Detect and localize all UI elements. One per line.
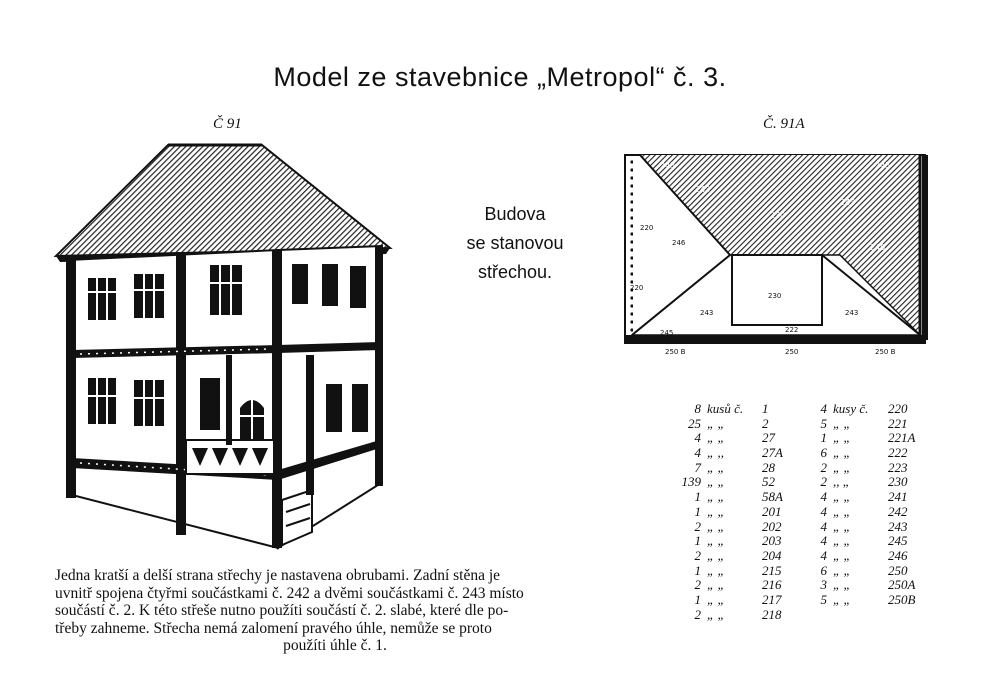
part-unit: „ „	[707, 606, 725, 622]
part-quantity: 2	[694, 606, 701, 622]
part-quantity: 6	[820, 562, 827, 578]
part-number: 250B	[888, 591, 916, 607]
roof-part-label: 220	[630, 284, 644, 292]
part-unit: kusy č.	[833, 401, 869, 416]
part-unit: „ „	[707, 533, 725, 549]
part-unit: „ „	[833, 445, 851, 461]
roof-part-label: 250 B	[665, 348, 686, 356]
roof-part-label: 245	[660, 329, 674, 337]
page-title: Model ze stavebnice „Metropol“ č. 3.	[273, 62, 727, 92]
part-number: 201	[762, 503, 782, 519]
parts-list-row	[676, 505, 812, 520]
caption-line: střechou.	[477, 262, 553, 282]
figure-label-left: Č 91	[213, 116, 242, 132]
parts-list-row	[676, 593, 812, 608]
part-unit: „ „	[833, 518, 851, 534]
house-illustration	[50, 140, 400, 550]
part-unit: „ „	[707, 577, 725, 593]
part-unit: ,, „	[833, 474, 850, 490]
part-unit: „ „	[833, 562, 851, 578]
parts-list-row	[805, 475, 938, 490]
note-line: třeby zahneme. Střecha nemá zalomení pravého úhle, nemůže se proto	[55, 619, 492, 637]
part-number: 216	[762, 577, 782, 593]
part-quantity: 1	[820, 430, 827, 446]
parts-list-row	[805, 417, 938, 432]
parts-list-row	[676, 578, 812, 593]
roof-part-label: 230	[770, 211, 786, 220]
note-line: Jedna kratší a delší strana střechy je nastavena obrubami. Zadní stěna je	[55, 567, 501, 584]
part-unit: „ „	[833, 430, 851, 446]
note-line: použíti úhle č. 1.	[283, 637, 387, 654]
part-quantity: 4	[820, 489, 827, 505]
parts-list-row	[676, 534, 812, 549]
part-number: 241	[888, 489, 908, 505]
part-quantity: 2	[694, 547, 701, 563]
parts-list-row	[805, 520, 938, 535]
part-quantity: 6	[820, 445, 827, 461]
parts-list-right	[805, 402, 938, 608]
part-quantity: 1	[694, 489, 701, 505]
parts-list-row	[805, 549, 938, 564]
parts-list-row	[676, 431, 812, 446]
part-quantity: 1	[694, 503, 701, 519]
part-number: 215	[762, 562, 782, 578]
part-quantity: 4	[820, 401, 827, 416]
part-unit: „ „	[833, 415, 851, 431]
parts-list-row	[676, 417, 812, 432]
part-number: 52	[762, 474, 775, 490]
part-unit: „ „	[833, 591, 851, 607]
roof	[56, 145, 390, 256]
part-unit: „ „	[833, 533, 851, 549]
parts-list-row	[676, 564, 812, 579]
part-unit: „ „	[833, 547, 851, 563]
part-number: 218	[762, 606, 782, 622]
part-number: 27	[762, 430, 775, 446]
part-quantity: 4	[694, 430, 701, 446]
part-unit: „ „	[833, 489, 851, 505]
part-number: 220	[888, 401, 908, 416]
part-quantity: 2	[694, 518, 701, 534]
roof-part-label: 246	[672, 239, 686, 247]
roof-plan-diagram	[620, 150, 940, 360]
part-quantity: 5	[820, 591, 827, 607]
part-number: 242	[888, 503, 908, 519]
part-number: 243	[888, 518, 908, 534]
part-number: 250A	[888, 577, 916, 593]
parts-list-row	[805, 578, 938, 593]
part-unit: „ „	[833, 459, 851, 475]
roof-part-label: 250 B	[875, 348, 896, 356]
part-number: 1	[762, 401, 769, 416]
caption-line: se stanovou	[466, 233, 564, 253]
roof-part-label: 220	[640, 224, 654, 232]
roof-part-label: 246	[870, 243, 886, 252]
part-number: 27A	[762, 445, 783, 461]
part-unit: „ „	[707, 474, 725, 490]
part-unit: „ „	[833, 503, 851, 519]
figure-label-right: Č. 91A	[763, 116, 805, 132]
roof-part-label: 245	[875, 161, 891, 170]
part-quantity: 1	[694, 591, 701, 607]
parts-list-row	[805, 593, 938, 608]
part-quantity: 1	[694, 562, 701, 578]
part-unit: „ „	[707, 518, 725, 534]
part-quantity: 3	[820, 577, 827, 593]
parts-list-row	[676, 549, 812, 564]
roof-part-label: 243	[840, 198, 856, 207]
part-unit: „ „	[707, 591, 725, 607]
part-number: 202	[762, 518, 782, 534]
part-number: 250	[888, 562, 908, 578]
parts-list-row	[805, 564, 938, 579]
note-line: součástí č. 2. K této střeše nutno použíti součástí č. 2. slabé, které dle po-	[55, 602, 509, 619]
part-unit: „ „	[707, 459, 725, 475]
part-number: 221A	[888, 430, 916, 446]
part-unit: „ „	[707, 415, 725, 431]
parts-list-row	[805, 534, 938, 549]
part-unit: kusů č.	[707, 401, 744, 416]
part-unit: „ ,,	[707, 445, 724, 461]
roof-part-label: 230	[768, 292, 782, 300]
part-quantity: 7	[694, 459, 701, 475]
parts-list-row	[805, 461, 938, 476]
part-unit: „ „	[707, 562, 725, 578]
part-number: 217	[762, 591, 782, 607]
part-quantity: 4	[820, 503, 827, 519]
parts-list-row	[676, 402, 812, 417]
part-quantity: 2	[820, 459, 827, 475]
part-quantity: 4	[694, 445, 701, 461]
roof-part-label: 243	[660, 161, 676, 170]
part-number: 2	[762, 415, 769, 431]
caption-line: Budova	[484, 204, 546, 224]
parts-list-left	[676, 402, 812, 622]
part-number: 204	[762, 547, 782, 563]
part-number: 221	[888, 415, 908, 431]
part-number: 230	[888, 474, 908, 490]
parts-list-row	[676, 446, 812, 461]
parts-list-row	[676, 475, 812, 490]
roof-part-label: 243	[700, 309, 714, 317]
part-quantity: 4	[820, 547, 827, 563]
parts-list-row	[676, 490, 812, 505]
part-number: 246	[888, 547, 908, 563]
part-quantity: 2	[694, 577, 701, 593]
part-unit: „ „	[833, 577, 851, 593]
parts-list-row	[805, 402, 938, 417]
part-number: 203	[762, 533, 782, 549]
roof-part-label: 243	[845, 309, 859, 317]
part-unit: „ „	[707, 547, 725, 563]
part-number: 222	[888, 445, 908, 461]
parts-list-row	[805, 490, 938, 505]
parts-list-row	[805, 446, 938, 461]
part-quantity: 8	[694, 401, 701, 416]
part-number: 58A	[762, 489, 783, 505]
roof-part-label: 250	[785, 348, 799, 356]
part-unit: „ „	[707, 489, 725, 505]
roof-part-label: 222	[785, 326, 799, 334]
part-unit: „ „	[707, 503, 725, 519]
note-line: uvnitř spojena čtyřmi součástkami č. 242 a dvěmi součástkami č. 243 místo	[55, 584, 524, 602]
roof-part-label: 243	[695, 185, 711, 194]
parts-list-row	[676, 461, 812, 476]
part-number: 28	[762, 459, 775, 475]
parts-list-row	[676, 608, 812, 623]
parts-list-row	[805, 431, 938, 446]
assembly-note	[55, 567, 615, 655]
part-unit: „ „	[707, 430, 725, 446]
part-quantity: 5	[820, 415, 827, 431]
part-quantity: 2	[820, 474, 827, 490]
part-quantity: 4	[820, 533, 827, 549]
part-quantity: 1	[694, 533, 701, 549]
part-number: 223	[888, 459, 908, 475]
part-quantity: 25	[688, 415, 701, 431]
part-quantity: 139	[681, 474, 701, 490]
parts-list-row	[676, 520, 812, 535]
parts-list-row	[805, 505, 938, 520]
part-number: 245	[888, 533, 908, 549]
part-quantity: 4	[820, 518, 827, 534]
figure-caption	[440, 200, 590, 287]
